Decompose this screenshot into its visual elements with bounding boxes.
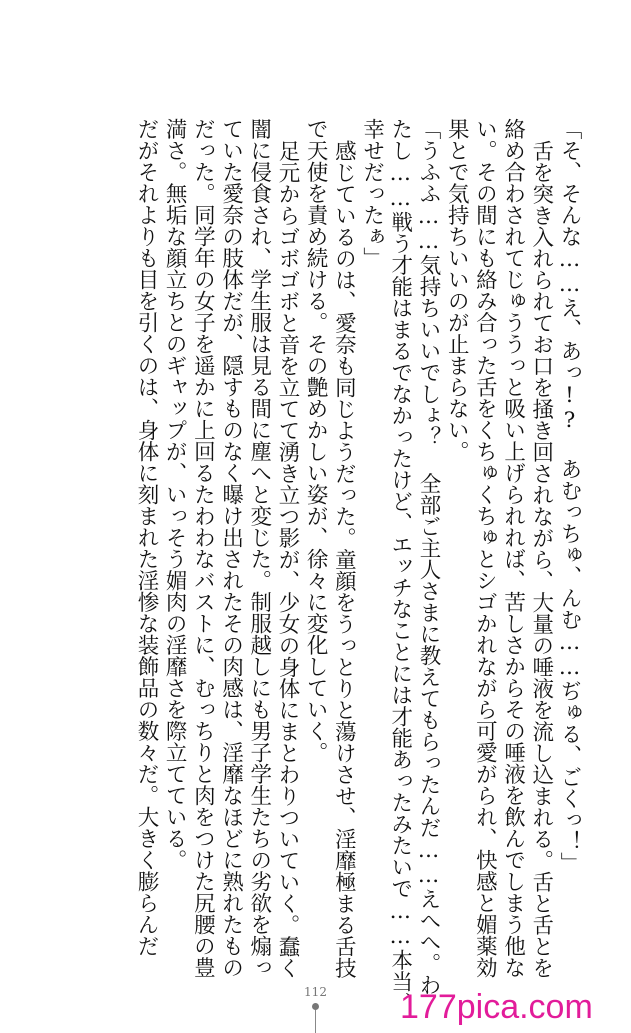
text-line: 幸せだったぁ」 bbox=[359, 118, 385, 269]
text-line: い。その間にも絡み合った舌をくちゅくちゅとシゴかれながら可愛がられ、快感と媚薬効 bbox=[472, 118, 498, 978]
text-line: で天使を責め続ける。その艶めかしい姿が、徐々に変化していく。 bbox=[303, 118, 329, 763]
text-line: 感じているのは、愛奈も同じようだった。童顔をうっとりと蕩けさせ、淫靡極まる舌技 bbox=[331, 139, 357, 978]
text-line: だがそれよりも目を引くのは、身体に刻まれた淫惨な装飾品の数々だ。大きく膨らんだ bbox=[133, 118, 159, 957]
text-line: 舌を突き入れられてお口を掻き回されながら、大量の唾液を流し込まれる。舌と舌とを bbox=[528, 139, 554, 978]
text-line: ていた愛奈の肢体だが、隠すものなく曝け出されたその肉感は、淫靡なほどに熟れたもの bbox=[218, 118, 244, 978]
text-line: たし……戦う才能はまるでなかったけど、エッチなことには才能あったみたいで……本当、 bbox=[387, 118, 413, 1014]
text-line: だった。同学年の女子を遥かに上回るたわわなバストに、むっちりと肉をつけた尻腰の豊 bbox=[190, 118, 216, 978]
page-marker-dot bbox=[312, 1003, 319, 1010]
text-line: 満さ。無垢な顔立ちとのギャップが、いっそう媚肉の淫靡さを際立てている。 bbox=[162, 118, 188, 871]
text-line: 絡め合わされてじゅううっと吸い上げられれば、苦しさからその唾液を飲んでしまう他な bbox=[500, 118, 526, 978]
text-line: 足元からゴボゴボと音を立てて湧き立つ影が、少女の身体にまとわりついていく。蠢く bbox=[274, 139, 300, 978]
watermark: 177pica.com bbox=[400, 988, 593, 1026]
text-line: 果とで気持ちいいのが止まらない。 bbox=[444, 118, 470, 462]
page-marker-line bbox=[315, 1010, 316, 1033]
text-line: 「うふふ……気持ちいいでしょ？ 全部ご主人さまに教えてもらったんだ……えへへ。わ bbox=[415, 118, 441, 996]
page-number: 112 bbox=[304, 985, 327, 999]
text-line: 闇に侵食され、学生服は見る間に塵へと変じた。制服越しにも男子学生たちの劣欲を煽っ bbox=[246, 118, 272, 978]
text-line: 「そ、そんな……え、あっ!? あむっちゅ、んむ……ぢゅる、ごくっ！」 bbox=[557, 118, 582, 874]
